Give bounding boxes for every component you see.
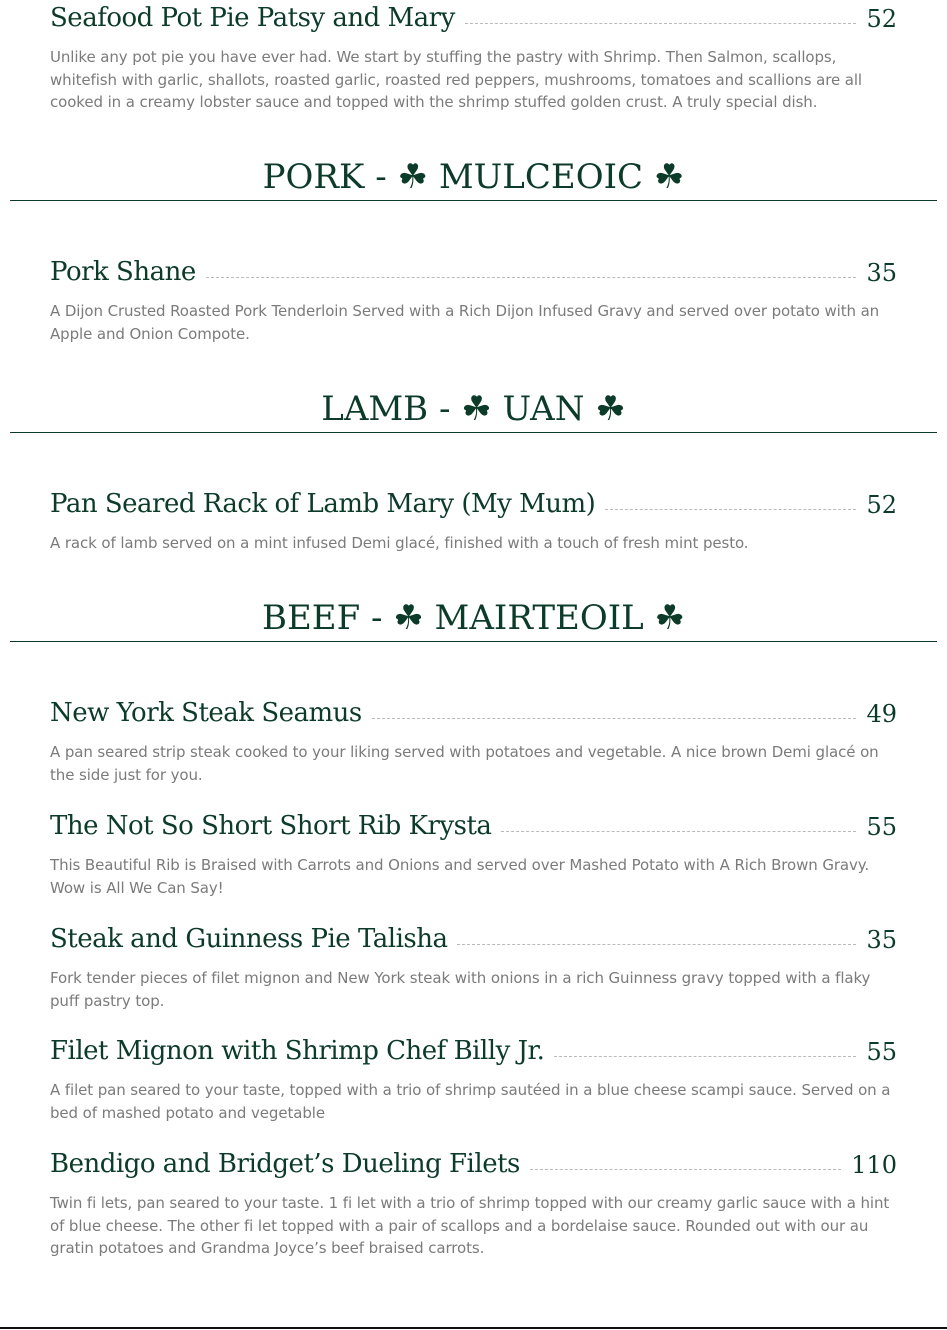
menu-item-short-rib (50, 808, 897, 899)
menu-item-seafood-pot-pie (50, 0, 897, 114)
menu-item-description: Fork tender pieces of filet mignon and New York steak with onions in a rich Guinness gravy topped with a flaky puff pastry top. (50, 969, 871, 1010)
menu-item-description: Twin fi lets, pan seared to your taste. 1 fi let with a trio of shrimp topped with our creamy garlic sauce with a hint of blue cheese. The other fi let topped with a pair of scallops and a bordelaise sauce. Rounded out with our au gratin potatoes and Grandma Joyce’s beef braised carrots. (50, 1194, 890, 1257)
menu-item-name: Filet Mignon with Shrimp Chef Billy Jr. (50, 1036, 545, 1066)
menu-item-price: 35 (866, 926, 897, 954)
menu-item-description: This Beautiful Rib is Braised with Carrots and Onions and served over Mashed Potato with A Rich Brown Gravy. Wow is All We Can Say! (50, 856, 870, 897)
menu-item-header (50, 486, 897, 522)
menu-item-name: Steak and Guinness Pie Talisha (50, 924, 448, 954)
menu-item-price: 35 (866, 259, 897, 287)
menu-item-dueling-filets (50, 1146, 897, 1260)
menu-item-description: A rack of lamb served on a mint infused Demi glacé, finished with a touch of fresh mint pesto. (50, 534, 749, 552)
menu-item-name: The Not So Short Short Rib Krysta (50, 811, 492, 841)
menu-item-filet-mignon-shrimp (50, 1033, 897, 1124)
price-leader-line (501, 831, 856, 832)
menu-item-name: Seafood Pot Pie Patsy and Mary (50, 3, 455, 33)
menu-item-name: Pork Shane (50, 257, 196, 287)
menu-item-description: A Dijon Crusted Roasted Pork Tenderloin Served with a Rich Dijon Infused Gravy and served over potato with an Apple and Onion Compote. (50, 302, 880, 343)
menu-item-header (50, 254, 897, 290)
price-leader-line (206, 277, 857, 278)
menu-item-rack-of-lamb (50, 486, 897, 555)
menu-item-price: 52 (866, 491, 897, 519)
menu-item-price: 52 (866, 5, 897, 33)
section-heading-pork (10, 156, 937, 201)
menu-item-header (50, 0, 897, 36)
menu-item-price: 55 (866, 813, 897, 841)
page-bottom-rule (0, 1327, 947, 1329)
menu-item-price: 55 (866, 1038, 897, 1066)
menu-item-header (50, 695, 897, 731)
price-leader-line (605, 509, 856, 510)
price-leader-line (465, 23, 857, 24)
menu-item-description: Unlike any pot pie you have ever had. We start by stuffing the pastry with Shrimp. Then Salmon, scallops, whitefish with garlic, shallots, roasted garlic, roasted red peppers, mushrooms, tomatoes and scallions are all cooked in a creamy lobster sauce and topped with the shrimp stuffed golden crust. A truly special dish. (50, 48, 862, 111)
menu-item-price: 49 (866, 700, 897, 728)
menu-item-name: Bendigo and Bridget’s Dueling Filets (50, 1149, 520, 1179)
menu-item-header (50, 1146, 897, 1182)
section-heading-lamb (10, 388, 937, 433)
menu-item-price: 110 (851, 1151, 897, 1179)
section-title: LAMB - ☘ UAN ☘ (321, 389, 626, 429)
menu-item-new-york-steak (50, 695, 897, 786)
menu-item-steak-guinness-pie (50, 921, 897, 1012)
price-leader-line (372, 718, 857, 719)
menu-item-pork-shane (50, 254, 897, 345)
menu-item-description: A pan seared strip steak cooked to your liking served with potatoes and vegetable. A nice brown Demi glacé on the side just for you. (50, 743, 879, 784)
menu-item-header (50, 921, 897, 957)
menu-item-header (50, 1033, 897, 1069)
price-leader-line (554, 1056, 856, 1057)
menu-item-name: New York Steak Seamus (50, 698, 362, 728)
price-leader-line (530, 1169, 841, 1170)
menu-item-header (50, 808, 897, 844)
price-leader-line (457, 944, 856, 945)
section-heading-beef (10, 597, 937, 642)
menu-item-description: A filet pan seared to your taste, topped with a trio of shrimp sautéed in a blue cheese scampi sauce. Served on a bed of mashed potato and vegetable (50, 1081, 891, 1122)
section-title: BEEF - ☘ MAIRTEOIL ☘ (261, 598, 686, 638)
section-title: PORK - ☘ MULCEOIC ☘ (262, 157, 685, 197)
menu-item-name: Pan Seared Rack of Lamb Mary (My Mum) (50, 489, 596, 519)
